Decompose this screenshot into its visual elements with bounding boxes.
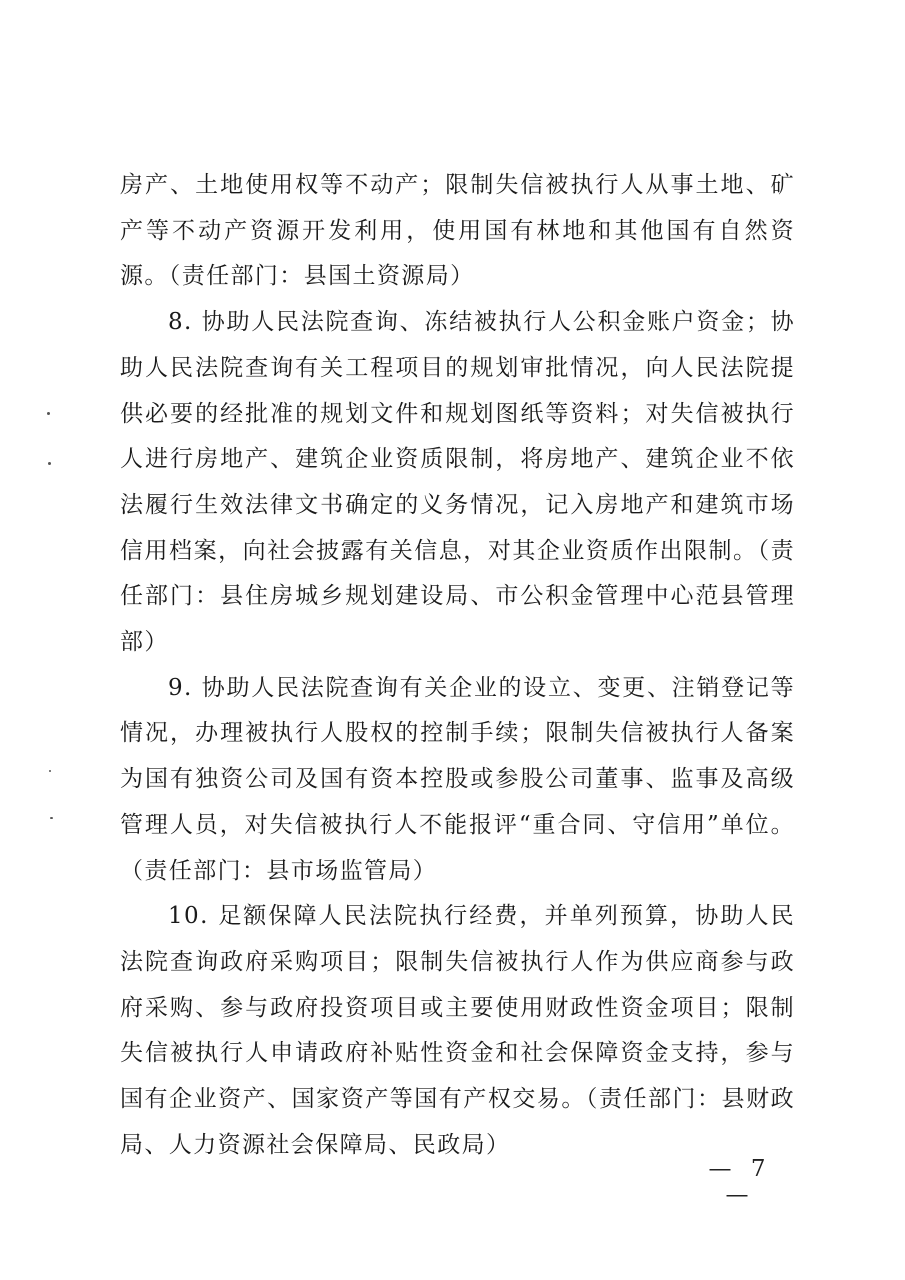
paragraph-item-10: 10. 足额保障人民法院执行经费，并单列预算，协助人民法院查询政府采购项目；限制失信被执行人作为供应商参与政府采购、参与政府投资项目或主要使用财政性资金项目；限制失信被执行人申请政府补贴性资金和社会保障资金支持，参与国有企业资产、国家资产等国有产权交易。（责任部门：县财政局、人力资源社会保障局、民政局） (120, 903, 795, 1158)
scan-mark-icon (49, 770, 51, 772)
document-body (120, 163, 795, 1168)
scan-mark-icon (48, 462, 51, 465)
paragraph-item-8: 8. 协助人民法院查询、冻结被执行人公积金账户资金；协助人民法院查询有关工程项目的规划审批情况，向人民法院提供必要的经批准的规划文件和规划图纸等资料；对失信被执行人进行房地产、建筑企业资质限制，将房地产、建筑企业不依法履行生效法律文书确定的义务情况，记入房地产和建筑市场信用档案，向社会披露有关信息，对其企业资质作出限制。（责任部门：县住房城乡规划建设局、市公积金管理中心范县管理部） (120, 309, 795, 656)
scan-mark-icon (47, 412, 50, 415)
paragraph-item-9: 9. 协助人民法院查询有关企业的设立、变更、注销登记等情况，办理被执行人股权的控制手续；限制失信被执行人备案为国有独资公司及国有资本控股或参股公司董事、监事及高级管理人员，对失信被执行人不能报评“重合同、守信用”单位。（责任部门：县市场监管局） (120, 674, 795, 884)
scan-mark-icon (50, 817, 53, 819)
paragraph-land-resources: 房产、土地使用权等不动产；限制失信被执行人从事土地、矿产等不动产资源开发利用，使用国有林地和其他国有自然资源。（责任部门：县国土资源局） (120, 172, 795, 290)
page-number: — 7 — (708, 1156, 772, 1208)
